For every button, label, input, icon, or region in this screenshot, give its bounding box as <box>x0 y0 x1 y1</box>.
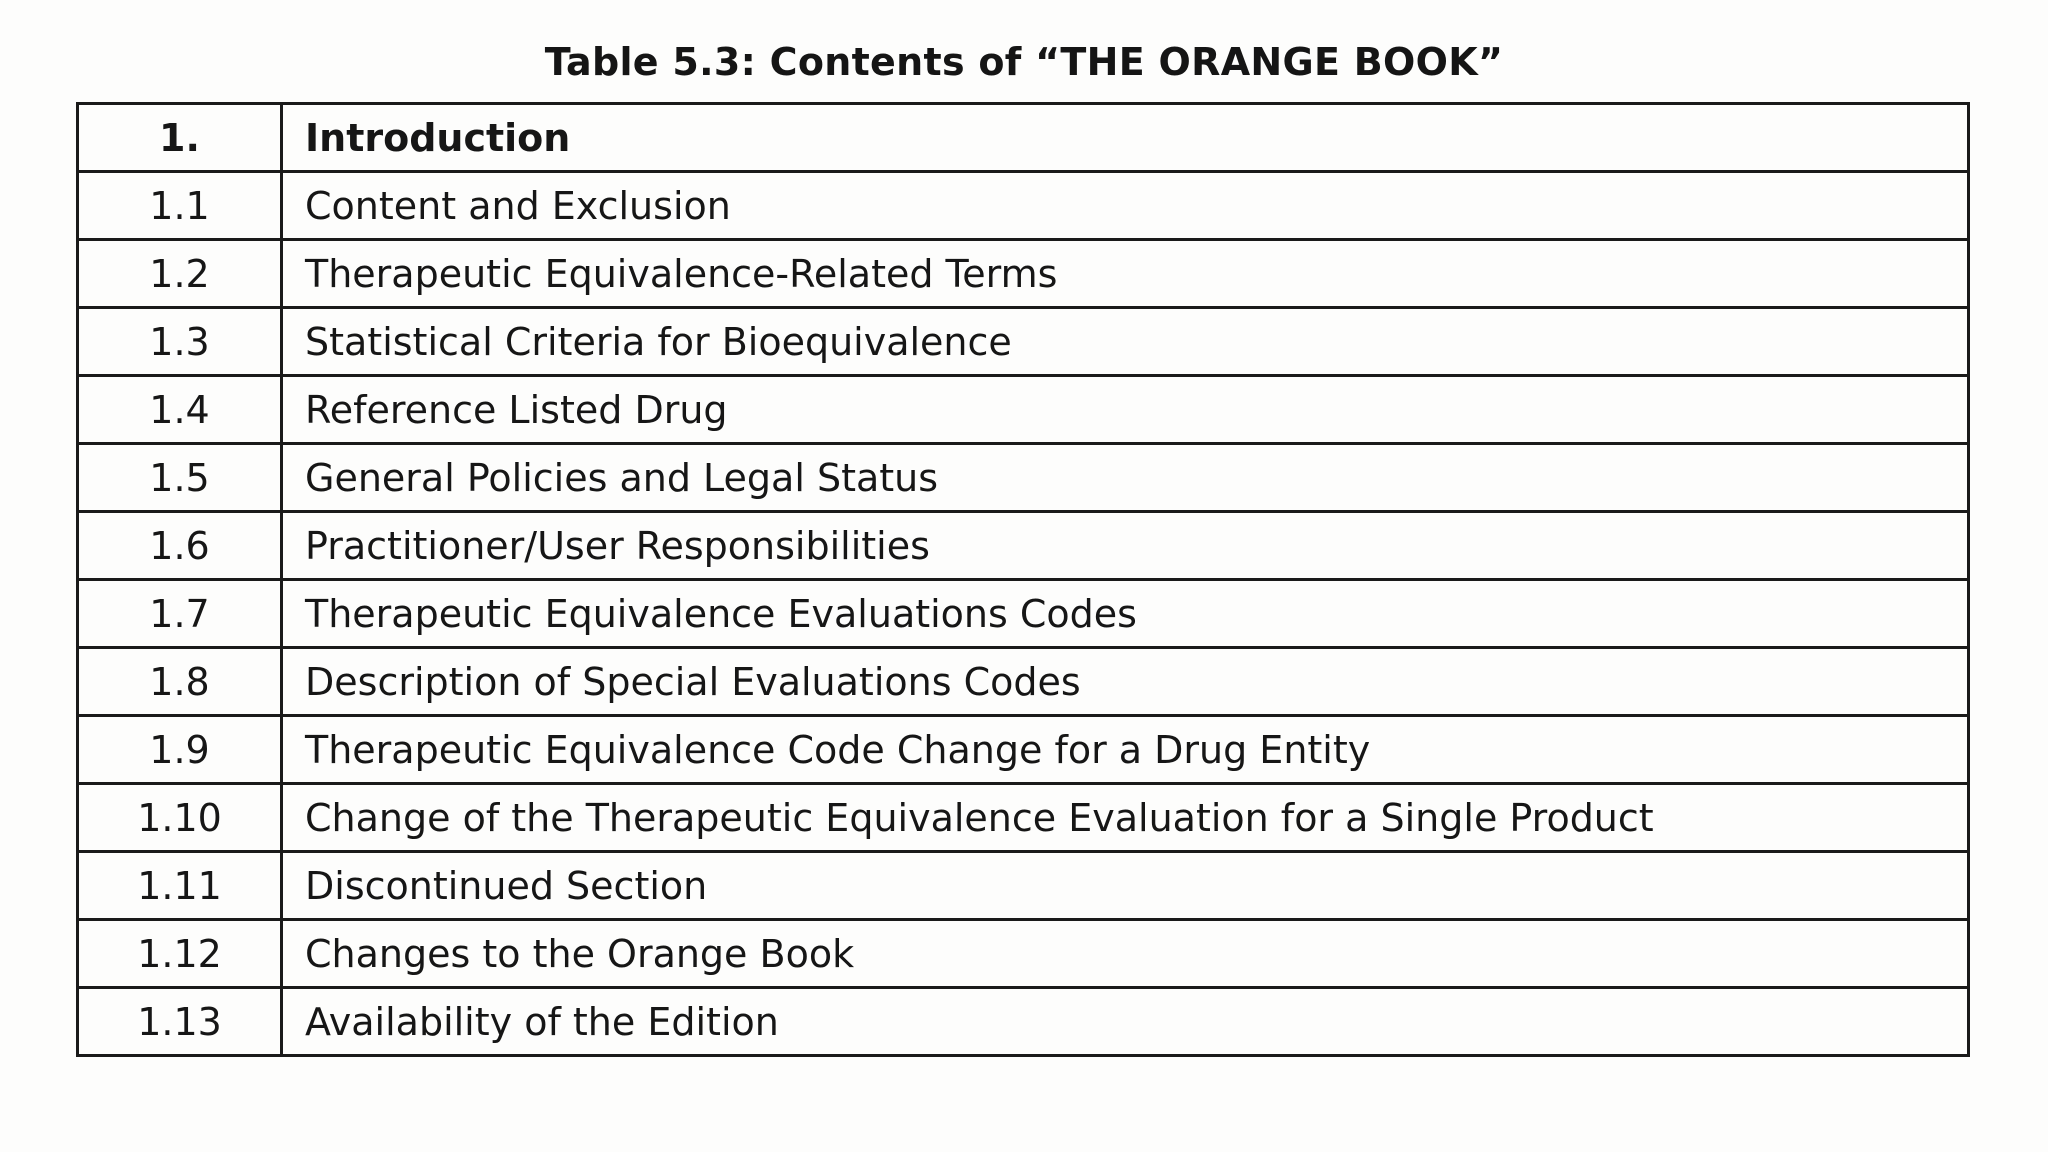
subsection-title: Description of Special Evaluations Codes <box>282 648 1969 716</box>
subsection-number: 1.8 <box>78 648 282 716</box>
table-row <box>78 648 1969 716</box>
subsection-title: Therapeutic Equivalence-Related Terms <box>282 240 1969 308</box>
table-row <box>78 172 1969 240</box>
subsection-number: 1.9 <box>78 716 282 784</box>
table-row <box>78 308 1969 376</box>
subsection-number: 1.13 <box>78 988 282 1056</box>
table-row <box>78 376 1969 444</box>
table-row <box>78 716 1969 784</box>
subsection-number: 1.1 <box>78 172 282 240</box>
table-row <box>78 988 1969 1056</box>
subsection-title: Change of the Therapeutic Equivalence Evaluation for a Single Product <box>282 784 1969 852</box>
table-caption: Table 5.3: Contents of “THE ORANGE BOOK” <box>544 40 1504 84</box>
subsection-number: 1.4 <box>78 376 282 444</box>
subsection-title: Availability of the Edition <box>282 988 1969 1056</box>
subsection-title: Statistical Criteria for Bioequivalence <box>282 308 1969 376</box>
subsection-number: 1.11 <box>78 852 282 920</box>
table-row <box>78 444 1969 512</box>
subsection-title: Changes to the Orange Book <box>282 920 1969 988</box>
subsection-title: Content and Exclusion <box>282 172 1969 240</box>
subsection-title: Therapeutic Equivalence Evaluations Codes <box>282 580 1969 648</box>
subsection-title: Therapeutic Equivalence Code Change for a Drug Entity <box>282 716 1969 784</box>
subsection-number: 1.3 <box>78 308 282 376</box>
subsection-title: Practitioner/User Responsibilities <box>282 512 1969 580</box>
table-header-row <box>78 104 1969 172</box>
subsection-number: 1.10 <box>78 784 282 852</box>
section-number: 1. <box>78 104 282 172</box>
table-row <box>78 920 1969 988</box>
contents-table <box>76 102 1970 1057</box>
subsection-number: 1.7 <box>78 580 282 648</box>
table-row <box>78 512 1969 580</box>
table-row <box>78 784 1969 852</box>
section-title: Introduction <box>282 104 1969 172</box>
subsection-number: 1.2 <box>78 240 282 308</box>
subsection-number: 1.5 <box>78 444 282 512</box>
subsection-title: General Policies and Legal Status <box>282 444 1969 512</box>
table-row <box>78 852 1969 920</box>
subsection-title: Discontinued Section <box>282 852 1969 920</box>
subsection-number: 1.6 <box>78 512 282 580</box>
table-body <box>78 104 1969 1056</box>
table-row <box>78 580 1969 648</box>
subsection-number: 1.12 <box>78 920 282 988</box>
table-row <box>78 240 1969 308</box>
subsection-title: Reference Listed Drug <box>282 376 1969 444</box>
